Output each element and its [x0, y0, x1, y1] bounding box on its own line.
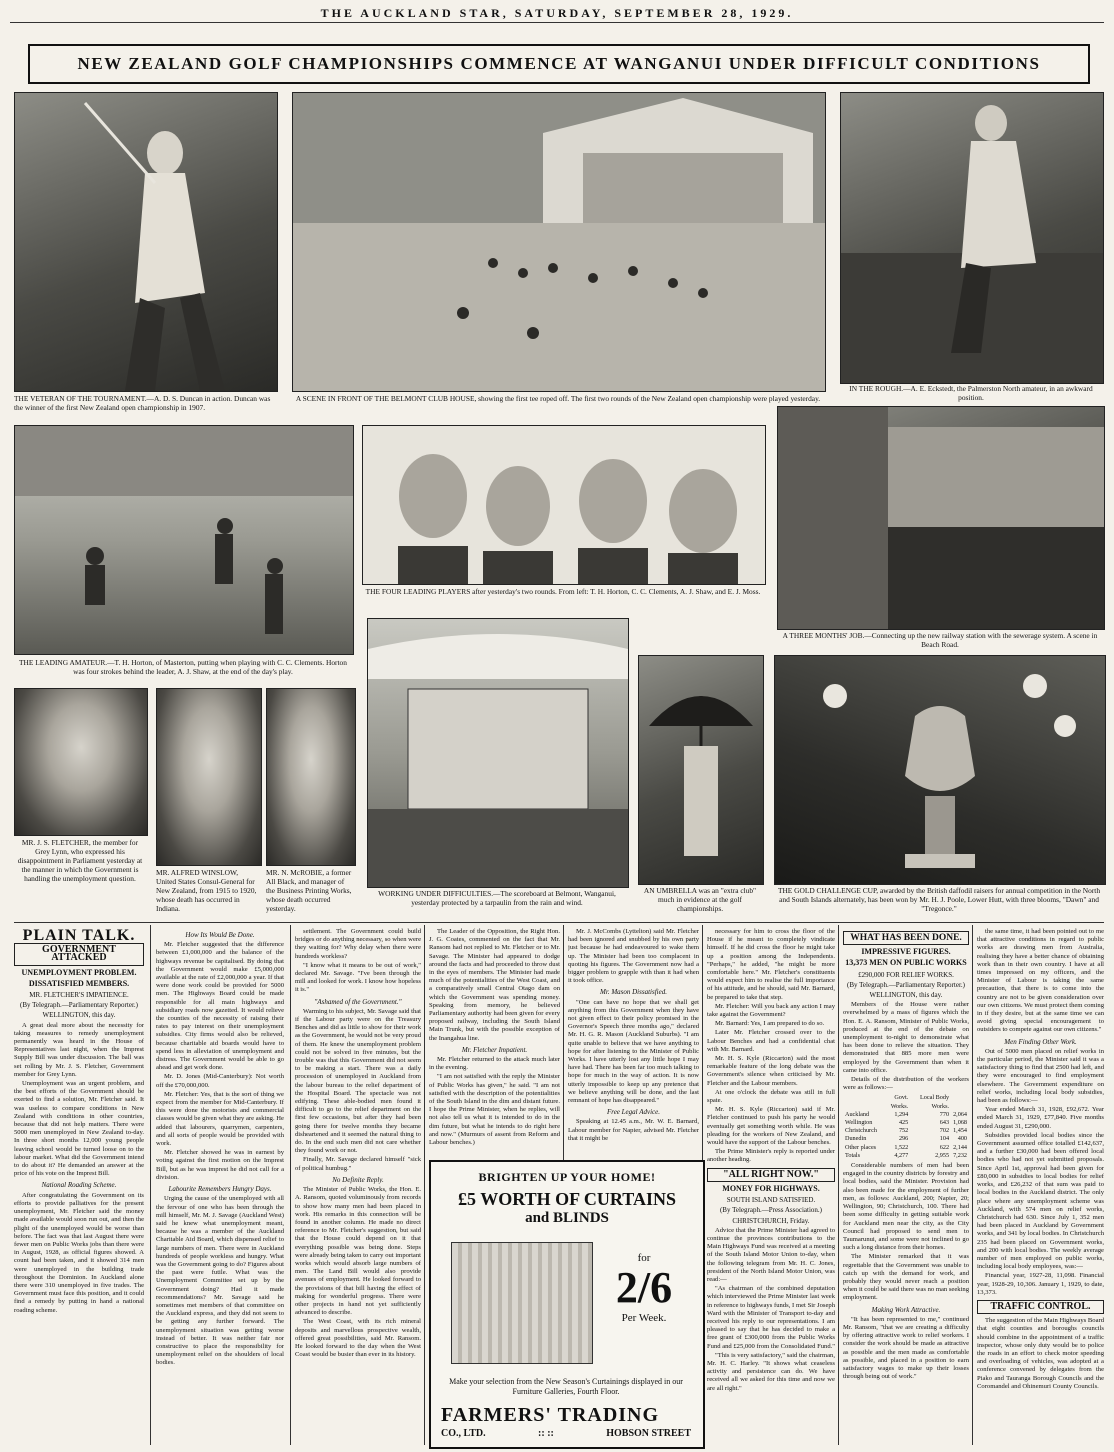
plain-talk-dateline: WELLINGTON, this day.	[42, 1011, 116, 1020]
paragraph: Warming to his subject, Mr. Savage said that if the Labour party were on the Treasury Benches and did as little to show for their work as the Government, he would not be very proud of them. He knew the unemployment problem could not be solved in five minutes, but the trouble was that this Government did not seem to be making a start. There was a daily procession of unemployed in Auckland from the labour bureau to the relief department of the Hospital Board. The spectacle was not edifying. These able-bodied men found it difficult to go to the relief department on the first few occasions, but after they had been going there for twelve months they became disheartened and it seemed the natural thing to do. In the end such men did not care whether they found work or not.	[295, 1007, 421, 1155]
table-total-row	[843, 1152, 969, 1160]
ad-for: for	[637, 1252, 651, 1264]
byline: (By Telegraph.—Parliamentary Reporter.)	[847, 980, 965, 989]
subheading: Men Finding Other Work.	[1004, 1037, 1077, 1046]
paragraph: Mr. J. McCombs (Lyttelton) said Mr. Fletcher had been ignored and snubbed by his own party just because he had endeavoured to wake them up. The Minister had been too complacent in quoting his figures. The Government now had a bigger problem to grapple with than it had when it took office.	[568, 928, 699, 985]
paragraph: Unemployment was an urgent problem, and the best efforts of the Government should be exerted to find a solution, Mr. Fletcher said. It was useless to compare conditions in New Zealand with conditions in other countries, because that did not help matters. There were 5000 men unemployed in New Zealand to-day. In three short months 12,000 young people leaving school would be turned loose on to the labour market. What did the Government intend to do about it? He demanded an answer at the price of his vote on the Imprest Bill.	[14, 1080, 144, 1178]
paragraph: At one o'clock the debate was still in full spate.	[707, 1088, 835, 1105]
table-cell: 1,522	[894, 1143, 909, 1151]
table-cell: 1,068	[953, 1119, 967, 1127]
photo-three-months	[777, 406, 1105, 630]
photo-difficulties	[367, 618, 629, 888]
column-rule	[838, 925, 839, 1445]
table-cell: 622	[939, 1143, 950, 1151]
table-cell: 4,277	[894, 1151, 909, 1159]
photo-fletcher	[14, 688, 148, 836]
four-portraits	[363, 426, 765, 584]
caption-rough: IN THE ROUGH.—A. E. Eckstedt, the Palmerston North amateur, in an awkward position.	[849, 384, 1093, 402]
paragraph: Mr. Fletcher returned to the attack much later in the evening.	[429, 1056, 560, 1072]
table-cell: Wellington	[845, 1119, 873, 1127]
paragraph: "I am not satisfied with the reply the Minister of Public Works has given," he said. "I am not satisfied with the description of the potentialities of the South Island in the dim and distant future. I hope the Prime Minister, when he replies, will not also tell us what it is intended to do in the dim future, but what he intends to do right here and now." (Murmurs of assent from Reform and Labour benches.)	[429, 1073, 560, 1147]
table-cell: 296	[898, 1135, 909, 1143]
column-7	[843, 928, 969, 1446]
photo-winslow	[156, 688, 262, 866]
ad-brand-street: HOBSON STREET	[606, 1428, 691, 1439]
photo-cup	[774, 655, 1106, 885]
paragraph: Mr. Fletcher: Will you back any action I may take against the Government?	[707, 1002, 835, 1019]
photo-four-players	[362, 425, 766, 585]
table-cell: Totals	[845, 1151, 861, 1159]
subheading: Mr. Fletcher Impatient.	[461, 1045, 528, 1054]
caption-mcrobie: MR. N. McROBIE, a former All Black, and manager of the Business Printing Works, whose death occurred yesterday.	[266, 868, 352, 913]
paragraph: the same time, it had been pointed out to me that attractive conditions in regard to public works are drawing men from Australia, realising they have a better chance of obtaining work than in their own country. I have at all times impressed on my officers, and the Minister of Labour is taking the same precaution, that there is to come into the country are not to be given consideration over our own citizens. We must protect them coming in if they desire, but at the same time we can avoid giving special encouragement to outsiders to compete against our own citizens."	[977, 928, 1104, 1034]
table-cell: 770	[939, 1110, 950, 1118]
dateline: WELLINGTON, this day.	[869, 991, 943, 1000]
paragraph: Speaking at 12.45 a.m., Mr. W. E. Barnard, Labour member for Napier, advised Mr. Fletcher that it might be	[568, 1118, 699, 1142]
paragraph: Mr. Fletcher: Yes, that is the sort of thing we expect from the member for Mid-Canterbury. If this were done the motorists and commercial classes would be given what they are asking. He added that labourers, quarrymen, carpenters, and all sorts of people would be provided with work.	[156, 1090, 284, 1148]
plain-talk-sub1: UNEMPLOYMENT PROBLEM.	[21, 967, 137, 977]
golfer-figure-icon	[15, 93, 277, 391]
plain-talk-byline: (By Telegraph.—Parliamentary Reporter.)	[20, 1001, 138, 1010]
table-cell: Auckland	[845, 1110, 870, 1118]
column-rule	[424, 925, 425, 1445]
subheading: SOUTH ISLAND SATISFIED.	[726, 1196, 816, 1205]
subheading: £290,000 FOR RELIEF WORKS.	[858, 970, 954, 979]
table-cell: Other places	[845, 1143, 877, 1151]
paragraph: "One can have no hope that we shall get anything from this Government when they have not given effect to their policy promised in the Governor's Speech three months ago," declared Mr. H. G. R. Mason (Auckland Suburbs). "I am quite unable to believe that we have anything to hope for after listening to the Minister of Public Works. I have utterly lost any little hope I may have had. There has been far too much talking to hope for much in the way of action. It is now utterly impossible to keep up any pretence that we believe anything will be done, and the last remnant of hope has disappeared."	[568, 998, 699, 1105]
subheading: National Roading Scheme.	[41, 1181, 117, 1190]
column-2	[156, 928, 284, 1446]
ad-line3: and BLINDS	[525, 1210, 609, 1226]
ad-line2: £5 WORTH OF CURTAINS	[458, 1189, 676, 1209]
table-header-cell: Local Body Works.	[920, 1094, 950, 1110]
plain-talk-title: PLAIN TALK.	[22, 928, 136, 944]
masthead: THE AUCKLAND STAR, SATURDAY, SEPTEMBER 28, 1929.	[320, 6, 794, 20]
table-header-cell	[843, 1094, 879, 1110]
column-3	[295, 928, 421, 1446]
photo-umbrella	[638, 655, 764, 885]
paragraph: "As chairman of the combined deputation which interviewed the Prime Minister last week in reference to highways funds, I met Sir Joseph Ward with the Minister of Transport to-day and received his reply to our representations. I am pleased to say that he has decided to make a free grant of £300,000 from the Public Works Fund and £25,000 from the Consolidated Fund."	[707, 1285, 835, 1350]
plain-talk-box: GOVERNMENT ATTACKED	[14, 943, 144, 965]
table-row	[843, 1135, 969, 1143]
paragraph: Mr. D. Jones (Mid-Canterbury): Not worth off the £70,000,000.	[156, 1073, 284, 1089]
photo-amateur	[14, 425, 354, 655]
paragraph: Mr. Fletcher suggested that the difference between £1,000,000 and the balance of the highways revenue be capitalised. By doing that the Government would make £5,000,000 available at the rate of £2,000,000 a year. If that were done work could be provided for 5000 men. The Highways Board could be made responsible for all main highways and subsidiary roads now gazetted. It would relieve the counties of the necessity of raising their rates to pay interest on their unemployment subsidies. City firms would also be relieved, because charitable aid boards would have to spend less in alleviation of unemployment and distress. The Government would be able to go ahead and get work done.	[156, 941, 284, 1072]
golfer-in-rough	[841, 93, 1103, 383]
table-cell: 104	[939, 1135, 950, 1143]
table-cell: 400	[957, 1135, 967, 1143]
curtain-illustration	[451, 1242, 593, 1364]
subheading: Free Legal Advice.	[606, 1108, 661, 1117]
table-cell: 2,955	[935, 1151, 950, 1159]
ad-brand-line	[441, 1428, 691, 1439]
paragraph: Finally, Mr. Savage declared himself "sick of political humbug."	[295, 1156, 421, 1172]
paragraph: The suggestion of the Main Highways Board that eight counties and boroughs councils should combine in the appointment of a traffic inspector, whose only duty would be to police the roads in an effort to check motor speeding and overloading of vehicles, was adopted at a conference convened by delegates from the Piako and Tauranga Borough Councils and the Coromandel and Ohinemuri County Councils.	[977, 1317, 1104, 1390]
paragraph: Out of 5000 men placed on relief works in the particular period, the Minister said it was a satisfactory thing to find that 2500 had left, and they were encouraged to find employment elsewhere. The Government expenditure on relief works, including local body subsidies, had been as follows:—	[977, 1047, 1104, 1105]
caption-veteran: THE VETERAN OF THE TOURNAMENT.—A. D. S. Duncan in action. Duncan was the winner of the first New Zealand open championship in 1907.	[14, 394, 271, 412]
paragraph: "This is very satisfactory," said the chairman, Mr. H. C. Harley. "It shows what ceaseless activity and persistence can do. We have received all we asked for this time and now we are all right."	[707, 1351, 835, 1392]
column-rule	[290, 925, 291, 1445]
paragraph: The Minister remarked that it was regrettable that the Government was unable to catch up with the demand for work, and probably they would never reach a position when it could be said there was no man seeking employment.	[843, 1253, 969, 1302]
ad-price: 2/6	[615, 1263, 673, 1312]
caption-fletcher: MR. J. S. FLETCHER, the member for Grey Lynn, who expressed his disappointment in Parliament yesterday at the manner in which the Government is handling the unemployment question.	[17, 838, 143, 883]
caption-difficulties: WORKING UNDER DIFFICULTIES.—The scoreboard at Belmont, Wanganui, yesterday protected by a tarpaulin from the rain and wind.	[378, 889, 616, 907]
caption-umbrella: AN UMBRELLA was an "extra club" much in evidence at the golf championships.	[643, 886, 757, 913]
subheading: Making Work Attractive.	[871, 1305, 941, 1314]
caption-winslow: MR. ALFRED WINSLOW, United States Consul-General for New Zealand, from 1915 to 1920, whose death has occurred in Indiana.	[156, 868, 257, 913]
caption-club-house: A SCENE IN FRONT OF THE BELMONT CLUB HOUSE, showing the first tee roped off. The first two rounds of the New Zealand open championship were played yesterday.	[295, 394, 821, 403]
subheading: No Definite Reply.	[332, 1175, 384, 1184]
ad-brand-co: CO., LTD.	[441, 1428, 486, 1439]
table-cell: 1,294	[894, 1110, 909, 1118]
table-header-cell	[951, 1094, 969, 1110]
subheading: 13,373 MEN ON PUBLIC WORKS	[845, 958, 967, 968]
paragraph: After congratulating the Government on its efforts to provide palliatives for the present unemployment, Mr. Fletcher said the money made available would soon run out, and then the plight of the unemployed would be worse than before. The fact was that last August there were fewer men on Public Works jobs than there were in August, 1928, as official figures showed. A count had been taken, and it showed 314 men were unemployed in the building trade throughout the Dominion. In Auckland alone there were 310 unemployed in five trades. The Government must face this position, and it could find a remedy by putting in hand a national roading scheme.	[14, 1191, 144, 1314]
paragraph: necessary for him to cross the floor of the House if he meant to completely vindicate himself. If he did cross the floor he might take up a position among the Independents. "Perhaps," he added, "he might be more comfortable here." Mr. Fletcher's constituents would expect him to realise the full importance of his attitude, and he should, said Mr. Barnard, be prepared to take that step.	[707, 928, 835, 1001]
paragraph: Urging the cause of the unemployed with all the fervour of one who has been through the mill himself, Mr. M. J. Savage (Auckland West) said he knew what unemployment meant, because he was a member of the Auckland Charitable Aid Board, which dispensed relief to large numbers of men. There were in Auckland hundreds of people workless and hungry. What was the Government going to do? Figures about the past were futile. What was the Unemployment Committee set up by the Government doing? Had it made recommendations? Mr. Savage said he sometimes met members of that committee on the Auckland express, and they did not seem to be getting any further forward. The unemployment situation was getting worse instead of better. It was neither fair nor constructive to place the responsibility for unemployment relief on the shoulders of local bodies.	[156, 1195, 284, 1367]
paragraph: The Minister of Public Works, the Hon. E. A. Ransom, quoted voluminously from records to show how many men had been placed in work. His remarks in this connection will be found in another column. He made no direct reference to Mr. Fletcher's suggestion, but said that the House could depend on it that everything possible was being done. Steps were already being taken to carry out important works which would absorb large numbers of men. The Land Bill would also provide avenues of employment. He looked forward to the provisions of that bill having the effect of making for wonderful progress. There were other projects in hand not yet sufficiently advanced to describe.	[295, 1186, 421, 1317]
table-cell: 1,454	[953, 1127, 967, 1135]
column-rule	[972, 925, 973, 1445]
column-8	[977, 928, 1104, 1446]
table-cell: 702	[939, 1127, 950, 1135]
ad-brand: FARMERS' TRADING	[441, 1404, 660, 1426]
column-plain-talk	[14, 928, 144, 1446]
section-divider	[14, 922, 1104, 923]
caption-three-months: A THREE MONTHS' JOB.—Connecting up the new railway station with the sewerage system. A scene in Beach Road.	[782, 631, 1098, 649]
table-row	[843, 1144, 969, 1152]
column-5	[568, 928, 699, 1154]
subheading: MONEY FOR HIGHWAYS.	[722, 1183, 820, 1193]
table-cell: 752	[898, 1127, 909, 1135]
paragraph: Considerable numbers of men had been engaged in the country districts by forestry and local bodies, said the Minister. Provision had also been made for the employment of further men, as follows: Auckland, 200; Napier, 20; Wellington, 90; Christchurch, 100. There had been some difficulty in getting suitable work for Auckland men near the city, as the City Council had proposed to send men to Taumarunui, and some were not inclined to go such a long distance from their homes.	[843, 1162, 969, 1252]
paragraph: Year ended March 31, 1928, £92,672. Year ended March 31, 1929, £77,840. Five months ended August 31, £290,000.	[977, 1106, 1104, 1130]
traffic-control-heading: TRAFFIC CONTROL.	[977, 1300, 1104, 1314]
putting-scene	[15, 426, 353, 654]
photo-mcrobie	[266, 688, 356, 866]
byline: (By Telegraph.—Press Association.)	[719, 1206, 823, 1215]
paragraph: "I know what it means to be out of work," declared Mr. Savage. "I've been through the mill and looked for work. I know how hopeless it is."	[295, 961, 421, 994]
farmers-trading-ad	[429, 1160, 705, 1449]
dateline: CHRISTCHURCH, Friday.	[732, 1216, 810, 1225]
column-6	[707, 928, 835, 1446]
subheading: Labourite Remembers Hungry Days.	[168, 1185, 272, 1194]
what-has-been-done-heading: WHAT HAS BEEN DONE.	[843, 931, 969, 945]
ad-brand-sep: :: ::	[538, 1428, 554, 1439]
paragraph: Mr. Fletcher showed he was in earnest by voting against the first motion on the Imprest Bill, but as he was imprest he did not call for a division.	[156, 1149, 284, 1181]
paragraph: Mr. H. S. Kyle (Riccarton) said if Mr. Fletcher continued to push his party he would eventually get something worth while. He was pleading for the workers of New Zealand, and would have the support of the Labour benches.	[707, 1106, 835, 1147]
paragraph: Details of the distribution of the workers were as follows:—	[843, 1076, 969, 1092]
paragraph: The West Coast, with its rich mineral deposits and marvellous prospective wealth, offered great possibilities, said Mr. Ransom. He looked forward to the day when the West Coast would be busier than ever in its history.	[295, 1318, 421, 1359]
railway-works-scene	[778, 407, 1104, 629]
subheading: Mr. Mason Dissatisfied.	[600, 988, 667, 997]
paragraph: Mr. H. S. Kyle (Riccarton) said the most remarkable feature of the long debate was the Government's silence when criticised by Mr. Fletcher and the Labour members.	[707, 1055, 835, 1087]
photo-veteran	[14, 92, 278, 392]
subheading: How Its Would Be Done.	[185, 931, 255, 939]
masthead-rule	[10, 22, 1104, 23]
paragraph: Mr. Barnard: Yes, I am prepared to do so.	[715, 1020, 825, 1028]
ad-price-block	[599, 1252, 689, 1324]
paragraph: Financial year, 1927-28, 11,098. Financial year, 1928-29, 10,306. January 1, 1929, to date, 13,373.	[977, 1272, 1104, 1296]
table-header-cell: Govt. Works.	[890, 1094, 909, 1110]
table-cell: Dunedin	[845, 1135, 867, 1143]
photo-club-house	[292, 92, 826, 392]
umbrella-icon	[639, 656, 763, 884]
paragraph: Subsidies provided local bodies since the Government assumed office totalled £142,637, and a further £30,000 had been offered local bodies who had not yet submitted proposals. Since April 1st, approval had been given for £80,000 in subsidies to local bodies for relief works, and £26,232 of that sum was paid to local bodies in the Auckland district. The only place where any unemployment scheme was Auckland, with 574 men on relief works, Christchurch had 630. Since July 1, 352 men had been placed in Auckland by Government works, and 341 by local bodies. In Christchurch 235 had been placed on Government works, and 200 with local bodies. The weekly average number of men employed on public works, including local body employees, was:—	[977, 1131, 1104, 1271]
table-cell: Christchurch	[845, 1127, 877, 1135]
table-row	[843, 1127, 969, 1135]
page-headline: NEW ZEALAND GOLF CHAMPIONSHIPS COMMENCE AT WANGANUI UNDER DIFFICULT CONDITIONS	[28, 44, 1090, 84]
table-cell: 2,064	[953, 1110, 967, 1118]
ad-line1: BRIGHTEN UP YOUR HOME!	[478, 1170, 656, 1184]
table-header-row	[843, 1094, 969, 1110]
paragraph: Later Mr. Fletcher crossed over to the Labour Benches and had a confidential chat with Mr. Barnard.	[707, 1029, 835, 1053]
table-cell: 643	[939, 1119, 950, 1127]
paragraph: Advice that the Prime Minister had agreed to continue the provinces contributions to the Main Highways Fund was received at a meeting of the South Island Motor Union to-day, when the following telegram from Mr. H. C. Jones, president of the North Island Motor Union, was read:—	[707, 1226, 835, 1283]
table-row	[843, 1119, 969, 1127]
column-rule	[150, 925, 151, 1445]
plain-talk-sub3: MR. FLETCHER'S IMPATIENCE.	[29, 991, 129, 1000]
caption-amateur: THE LEADING AMATEUR.—T. H. Horton, of Masterton, putting when playing with C. C. Clements. Horton was four strokes behind the leader, A. J. Shaw, at the end of the day's play.	[19, 658, 347, 676]
paragraph: "It has been represented to me," continued Mr. Ransom, "that we are creating a difficulty by offering attractive work to relief workers. I consider the work should be made as attractive as possible and the men made as comfortable as possible, and placed in a position to earn satisfactory wages to make up their losses through being out of work."	[843, 1315, 969, 1381]
ad-per: Per Week.	[621, 1312, 667, 1324]
paragraph: settlement. The Government could build bridges or do anything necessary, so when were they waiting for? Why delay when there were hundreds workless?	[295, 928, 421, 960]
table-cell: 425	[898, 1119, 909, 1127]
ad-note: Make your selection from the New Season's Curtainings displayed in our Furniture Galleries, Fourth Floor.	[449, 1377, 683, 1396]
caption-cup: THE GOLD CHALLENGE CUP, awarded by the British daffodil raisers for annual competition in the North and South Islands alternately, has been won by Mr. H. J. Poole, Lower Hutt, with three blooms, "Dawn" and "Tregonce."	[777, 886, 1101, 913]
paragraph: A great deal more about the necessity for taking measures to remedy unemployment permanently was heard in the House of Representatives last night, when the Imprest Supply Bill was under discussion. The ball was set rolling by Mr. J. S. Fletcher, Government member for Grey Lynn.	[14, 1021, 144, 1078]
subheading: "Ashamed of the Government."	[314, 997, 402, 1006]
all-right-now-heading: "ALL RIGHT NOW."	[707, 1168, 835, 1182]
challenge-cup-icon	[775, 656, 1105, 884]
table-row	[843, 1111, 969, 1119]
photo-rough	[840, 92, 1104, 384]
table-cell: 2,144	[953, 1143, 967, 1151]
column-4	[429, 928, 560, 1154]
caption-four-players: THE FOUR LEADING PLAYERS after yesterday's two rounds. From left: T. H. Horton, C. C. Clements, A. J. Shaw, and E. J. Moss.	[365, 587, 761, 596]
table-cell: 7,232	[953, 1151, 967, 1159]
club-house-scene	[293, 93, 825, 391]
scoreboard-scene	[368, 619, 628, 887]
paragraph: The Prime Minister's reply is reported under another heading.	[707, 1148, 835, 1164]
workers-table	[843, 1094, 969, 1160]
plain-talk-sub2: DISSATISFIED MEMBERS.	[28, 978, 130, 988]
paragraph: Members of the House were rather overwhelmed by a mass of figures which the Hon. E. A. Ransom, Minister of Public Works, produced at the end of the debate on unemployment to-night to demonstrate what has been done to relieve the situation. They demonstrated that 885 more men were employed by the Government than when it came into office.	[843, 1001, 969, 1074]
paragraph: The Leader of the Opposition, the Right Hon. J. G. Coates, commented on the fact that Mr. Ransom had not replied to Mr. Fletcher or to Mr. Savage. The Minister had appeared to dodge around the facts and had proceeded to throw dust in the eyes of members. The Minister had made much of the potentialities of the West Coast, and a comparatively small Central Otago dam on which the Government was spending money. Speaking from memory, he believed Parliamentary authority had been given for every proposed railway, including the South Island Main Trunk, but with the possible exception of the Inangahua line.	[429, 928, 560, 1042]
subheading: IMPRESSIVE FIGURES.	[861, 947, 951, 957]
